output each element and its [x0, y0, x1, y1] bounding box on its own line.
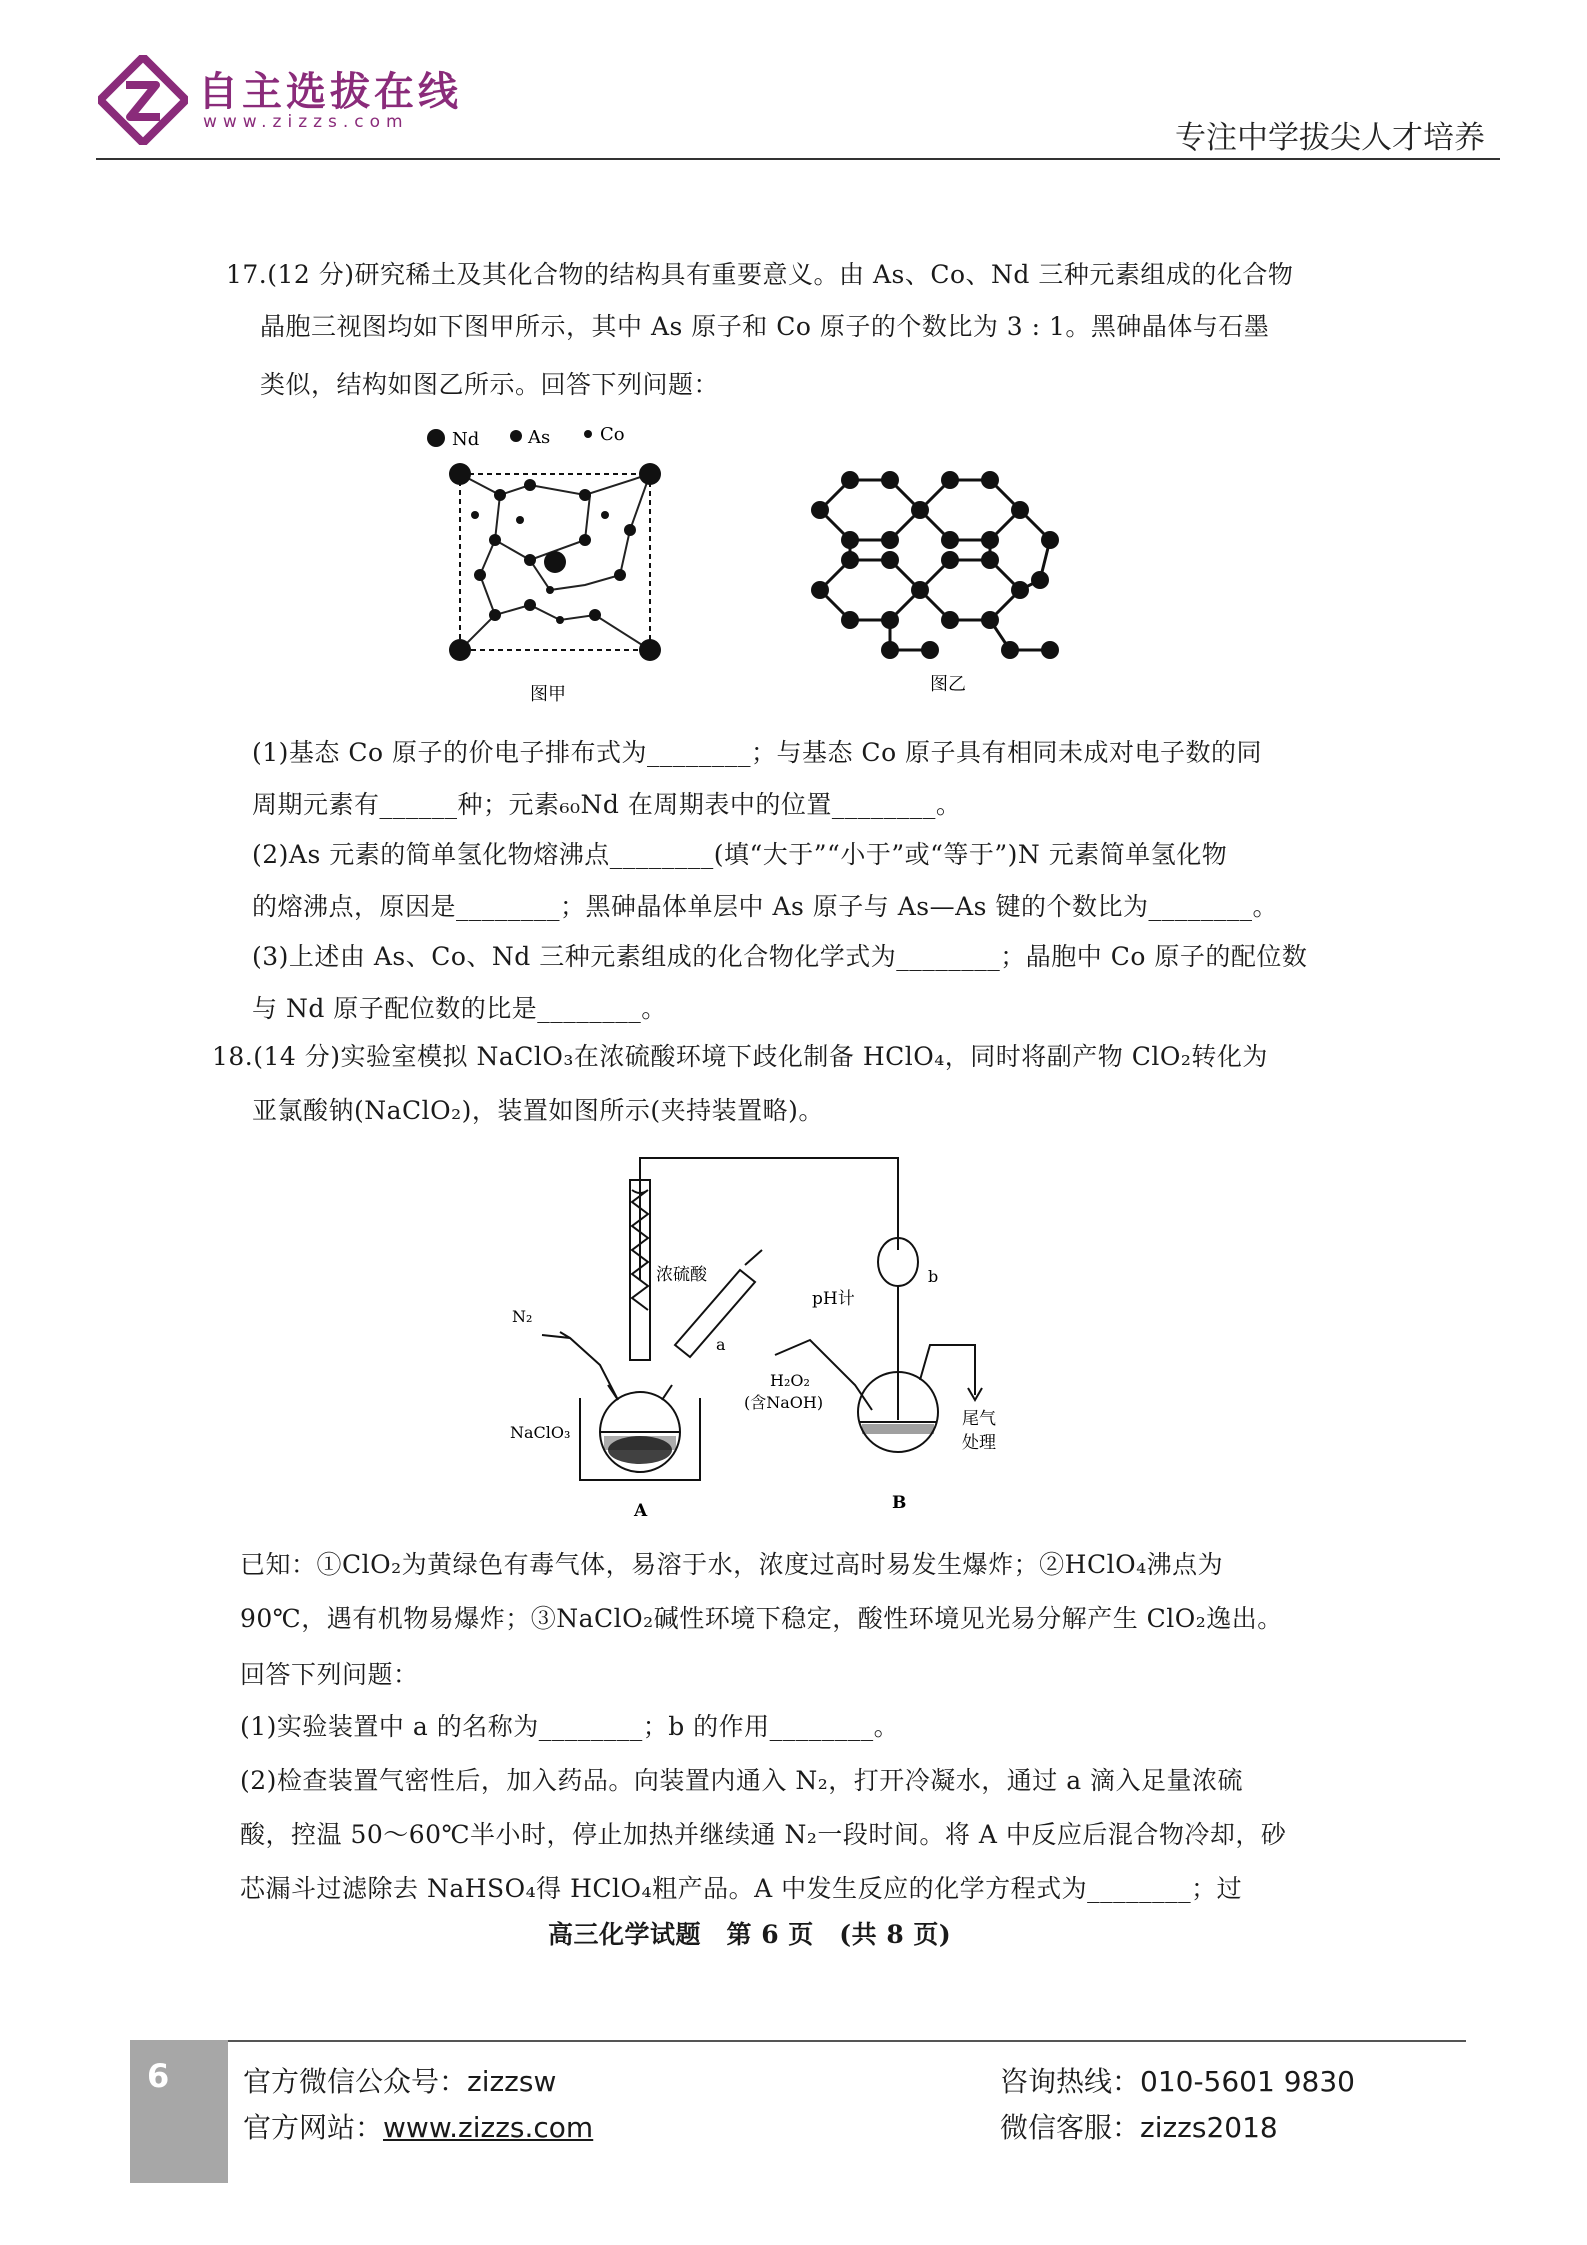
- logo-url: www.zizzs.com: [203, 112, 409, 132]
- label-b: b: [928, 1267, 939, 1286]
- figure-apparatus: [500, 1150, 1060, 1520]
- legend-as: As: [528, 427, 551, 448]
- legend-nd: Nd: [452, 429, 480, 450]
- exam-page-footer: 高三化学试题 第 6 页 (共 8 页): [548, 1920, 952, 1949]
- footer-wechat: 官方微信公众号：zizzsw: [243, 2065, 557, 2098]
- logo-text: 自主选拔在线: [198, 69, 462, 115]
- label-naclo3: NaClO₃: [510, 1423, 571, 1442]
- q17-part2-line1: (2)As 元素的简单氢化物熔沸点________(填“大于”“小于”或“等于”)N 元素简单氢化物: [252, 840, 1228, 869]
- page-number-tab: [130, 2040, 228, 2183]
- q18-known-line1: 已知：①ClO₂为黄绿色有毒气体，易溶于水，浓度过高时易发生爆炸；②HClO₄沸点为: [240, 1550, 1224, 1579]
- q17-part3-line1: (3)上述由 As、Co、Nd 三种元素组成的化合物化学式为________；晶胞中 Co 原子的配位数: [252, 942, 1308, 971]
- q17-line2: 晶胞三视图均如下图甲所示，其中 As 原子和 Co 原子的个数比为 3 : 1。黑砷晶体与石墨: [260, 312, 1270, 341]
- q18-part2-line2: 酸，控温 50～60℃半小时，停止加热并继续通 N₂一段时间。将 A 中反应后混合物冷却，砂: [240, 1820, 1287, 1849]
- label-tail1: 尾气: [962, 1409, 996, 1429]
- q18-answer-prompt: 回答下列问题：: [240, 1660, 419, 1689]
- q17-line1: 17.(12 分)研究稀土及其化合物的结构具有重要意义。由 As、Co、Nd 三种元素组成的化合物: [226, 260, 1294, 289]
- q17-part1-line1: (1)基态 Co 原子的价电子排布式为________；与基态 Co 原子具有相同未成对电子数的同: [252, 738, 1263, 767]
- header-slogan: 专注中学拔尖人才培养: [1175, 120, 1485, 156]
- label-naoh: (含NaOH): [744, 1393, 824, 1412]
- footer-website: [243, 2106, 593, 2146]
- footer-website-label: 官方网站：: [243, 2111, 384, 2144]
- q18-line2: 亚氯酸钠(NaClO₂)，装置如图所示(夹持装置略)。: [252, 1096, 824, 1125]
- label-B: B: [892, 1493, 907, 1513]
- label-h2o2: H₂O₂: [770, 1371, 810, 1390]
- q18-line1: 18.(14 分)实验室模拟 NaClO₃在浓硫酸环境下歧化制备 HClO₄，同时将副产物 ClO₂转化为: [212, 1042, 1268, 1071]
- footer-website-link[interactable]: www.zizzs.com: [383, 2111, 594, 2144]
- header-divider: [96, 158, 1500, 160]
- q17-part3-line2: 与 Nd 原子配位数的比是________。: [252, 994, 667, 1023]
- q17-line3: 类似，结构如图乙所示。回答下列问题：: [260, 370, 720, 399]
- label-n2: N₂: [512, 1307, 533, 1326]
- q18-part2-line3: 芯漏斗过滤除去 NaHSO₄得 HClO₄粗产品。A 中发生反应的化学方程式为________；过: [240, 1874, 1243, 1903]
- logo-icon: [98, 55, 188, 145]
- figure-unit-cell: [420, 410, 690, 710]
- footer-service: 微信客服：zizzs2018: [1000, 2111, 1278, 2144]
- q18-known-line2: 90℃，遇有机物易爆炸；③NaClO₂碱性环境下稳定，酸性环境见光易分解产生 ClO₂逸出。: [240, 1604, 1283, 1633]
- q17-part2-line2: 的熔沸点，原因是________；黑砷晶体单层中 As 原子与 As—As 键的个数比为________。: [252, 892, 1278, 921]
- fig-a-caption: 图甲: [530, 684, 566, 705]
- q18-part2-line1: (2)检查装置气密性后，加入药品。向装置内通入 N₂，打开冷凝水，通过 a 滴入足量浓硫: [240, 1766, 1244, 1795]
- label-conc-acid: 浓硫酸: [656, 1265, 707, 1285]
- fig-b-caption: 图乙: [930, 674, 966, 695]
- label-ph: pH计: [812, 1289, 855, 1309]
- footer-hotline: 咨询热线：010-5601 9830: [1000, 2065, 1355, 2098]
- q18-part1: (1)实验装置中 a 的名称为________；b 的作用________。: [240, 1712, 900, 1741]
- label-tail2: 处理: [962, 1433, 996, 1453]
- footer-divider: [130, 2040, 1466, 2042]
- figure-black-arsenic: [790, 450, 1090, 700]
- page-number: 6: [147, 2057, 170, 2095]
- label-A: A: [634, 1501, 648, 1520]
- label-a: a: [716, 1335, 726, 1354]
- q17-part1-line2: 周期元素有______种；元素₆₀Nd 在周期表中的位置________。: [252, 790, 962, 819]
- legend-co: Co: [600, 424, 625, 445]
